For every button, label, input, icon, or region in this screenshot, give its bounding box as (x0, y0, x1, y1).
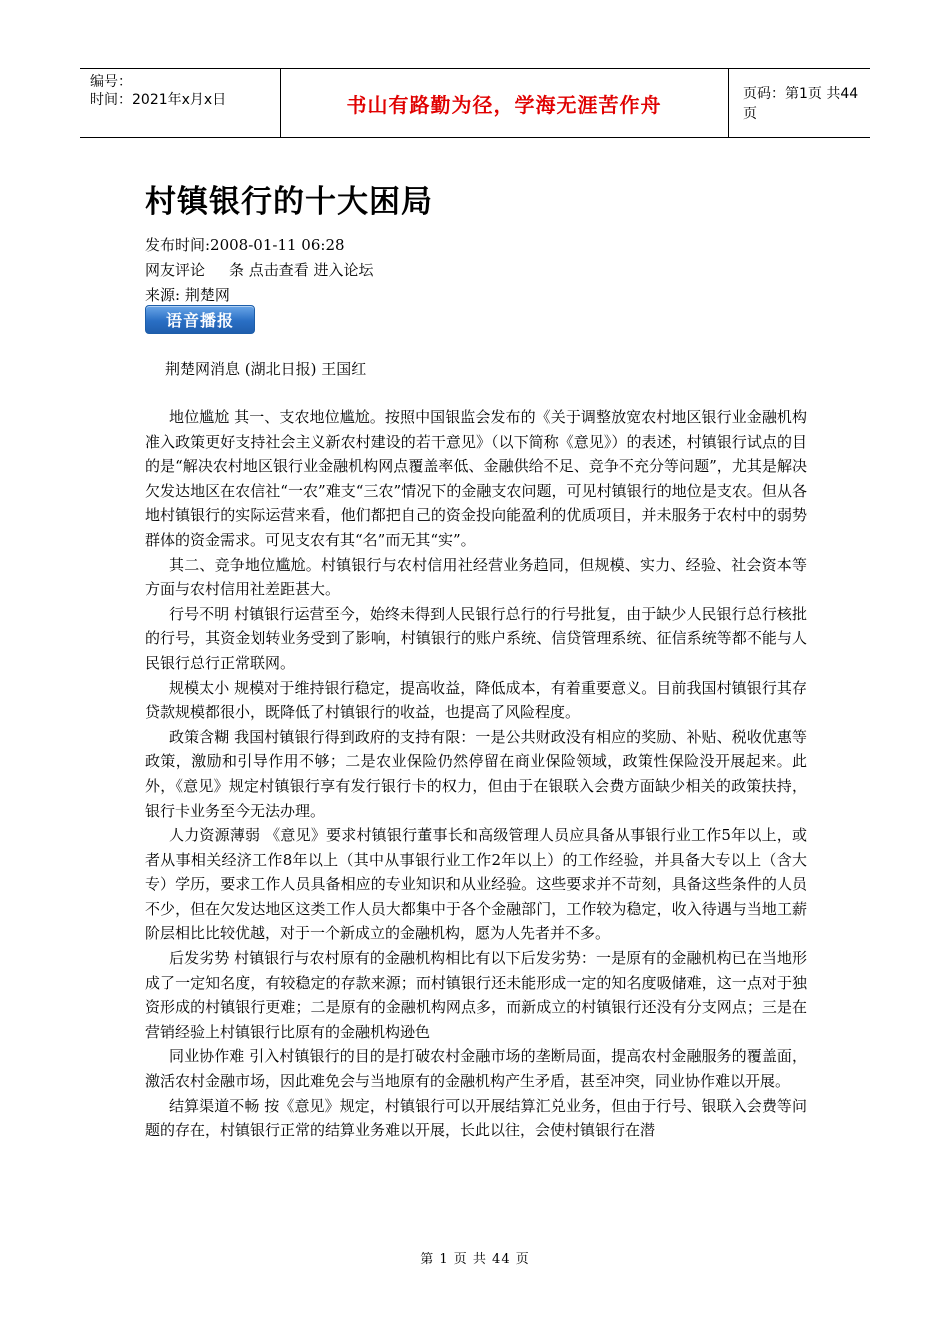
article-title: 村镇银行的十大困局 (145, 184, 433, 220)
voice-broadcast-button[interactable]: 语音播报 (145, 305, 255, 334)
comments-links[interactable]: 条 点击查看 进入论坛 (229, 261, 374, 279)
paragraph: 结算渠道不畅 按《意见》规定，村镇银行可以开展结算汇兑业务，但由于行号、银联入会费等问题的存在，村镇银行正常的结算业务难以开展，长此以往，会使村镇银行在潜 (145, 1096, 807, 1140)
paragraph: 后发劣势 村镇银行与农村原有的金融机构相比有以下后发劣势：一是原有的金融机构已在当地形成了一定知名度，有较稳定的存款来源；而村镇银行还未能形成一定的知名度吸储难，这一点对于独资形成的村镇银行更难；二是原有的金融机构网点多，而新成立的村镇银行还没有分支网点；三是在营销经验上村镇银行比原有的金融机构逊色 (145, 949, 807, 1041)
article-byline: 荆楚网消息 (湖北日报) 王国红 (165, 360, 367, 378)
header-left-cell (80, 69, 281, 137)
article-source: 来源: 荆楚网 (145, 286, 230, 304)
document-date: 时间：2021年x月x日 (90, 92, 227, 108)
comments-label: 网友评论 (145, 261, 206, 279)
header-page-info: 页码：第1页 共44页 (743, 86, 859, 122)
document-number-label: 编号： (90, 74, 132, 90)
paragraph: 规模太小 规模对于维持银行稳定，提高收益，降低成本，有着重要意义。目前我国村镇银行其存贷款规模都很小，既降低了村镇银行的收益，也提高了风险程度。 (145, 678, 807, 722)
header-middle-cell (280, 69, 729, 137)
header-table (80, 68, 870, 138)
publish-time: 发布时间:2008-01-11 06:28 (145, 236, 345, 254)
header-right-cell (729, 69, 870, 137)
paragraph: 其二、竞争地位尴尬。村镇银行与农村信用社经营业务趋同，但规模、实力、经验、社会资本等方面与农村信用社差距甚大。 (145, 555, 807, 599)
paragraph: 人力资源薄弱 《意见》要求村镇银行董事长和高级管理人员应具备从事银行业工作5年以上，或者从事相关经济工作8年以上（其中从事银行业工作2年以上）的工作经验，并具备大专以上（含大专）学历，要求工作人员具备相应的专业知识和从业经验。这些要求并不苛刻，具备这些条件的人员不少，但在欠发达地区这类工作人员大都集中于各个金融部门，工作较为稳定，收入待遇与当地工薪阶层相比比较优越，对于一个新成立的金融机构，愿为人先者并不多。 (145, 826, 807, 943)
comments-line (145, 260, 374, 280)
paragraph: 同业协作难 引入村镇银行的目的是打破农村金融市场的垄断局面，提高农村金融服务的覆盖面，激活农村金融市场，因此难免会与当地原有的金融机构产生矛盾，甚至冲突，同业协作难以开展。 (145, 1047, 807, 1091)
paragraph: 政策含糊 我国村镇银行得到政府的支持有限：一是公共财政没有相应的奖励、补贴、税收优惠等政策，激励和引导作用不够；二是农业保险仍然停留在商业保险领域，政策性保险没开展起来。此外，《意见》规定村镇银行享有发行银行卡的权力，但由于在银联入会费方面缺少相关的政策扶持，银行卡业务至今无法办理。 (145, 727, 807, 820)
paragraph: 行号不明 村镇银行运营至今，始终未得到人民银行总行的行号批复，由于缺少人民银行总行核批的行号，其资金划转业务受到了影响，村镇银行的账户系统、信贷管理系统、征信系统等都不能与人民银行总行正常联网。 (145, 604, 807, 672)
page-footer: 第 1 页 共 44 页 (420, 1252, 530, 1267)
paragraph: 地位尴尬 其一、支农地位尴尬。按照中国银监会发布的《关于调整放宽农村地区银行业金融机构准入政策更好支持社会主义新农村建设的若干意见》（以下简称《意见》）的表述，村镇银行试点的目的是“解决农村地区银行业金融机构网点覆盖率低、金融供给不足、竞争不充分等问题”，尤其是解决欠发达地区在农信社“一农”难支“三农”情况下的金融支农问题，可见村镇银行的地位是支农。但从各地村镇银行的实际运营来看，他们都把自己的资金投向能盈利的优质项目，并未服务于农村中的弱势群体的资金需求。可见支农有其“名”而无其“实”。 (145, 408, 807, 549)
article-body (145, 405, 807, 1143)
header-motto: 书山有路勤为径，学海无涯苦作舟 (346, 92, 662, 117)
